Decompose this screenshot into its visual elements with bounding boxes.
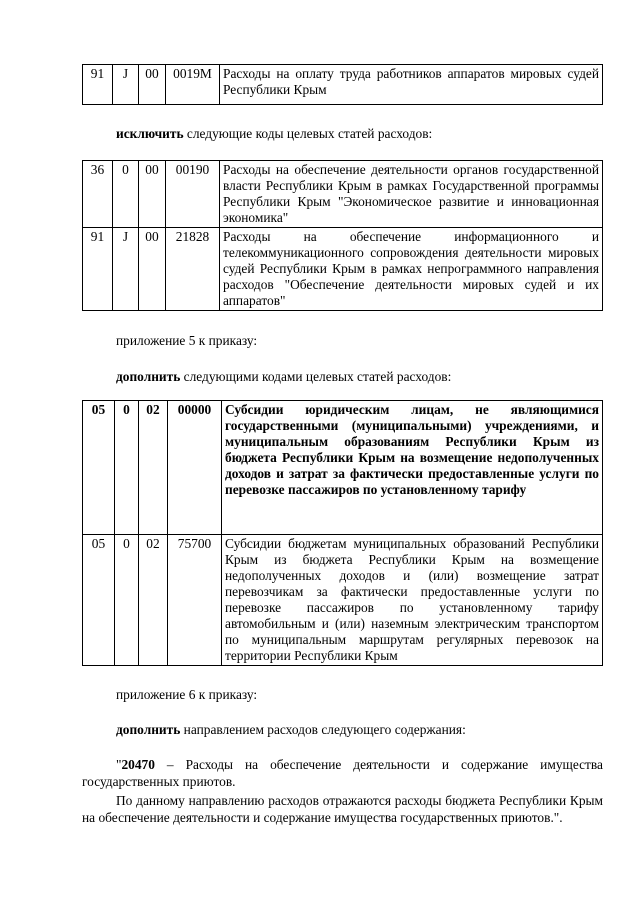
table-row (83, 401, 603, 535)
add-keyword: дополнить (116, 722, 181, 737)
exclude-keyword: исключить (116, 126, 184, 141)
row-description: Расходы на оплату труда работников аппаратов мировых судей Республики Крым (220, 65, 603, 105)
table-row (83, 228, 603, 311)
subprogram-code: 0 (115, 401, 139, 535)
exclude-text: следующие коды целевых статей расходов: (183, 126, 433, 141)
direction-code: 21828 (166, 228, 220, 311)
subprogram-code: J (113, 65, 139, 105)
target-codes-table-1 (82, 64, 603, 105)
subprogram-code: 0 (115, 535, 139, 666)
event-code: 02 (139, 401, 168, 535)
direction-code: 0019M (166, 65, 220, 105)
event-code: 00 (139, 65, 166, 105)
add-text: следующими кодами целевых статей расходов: (180, 369, 452, 384)
program-code: 05 (83, 401, 115, 535)
program-code: 91 (83, 228, 113, 311)
opening-quote: " (116, 757, 122, 772)
appendix-5-heading: приложение 5 к приказу: (116, 333, 258, 348)
row-description: Расходы на обеспечение деятельности органов государственной власти Республики Крым в рамках Государственной программы Республики Крым "Экономическое развитие и инновационная экономика" (220, 161, 603, 228)
event-code: 02 (139, 535, 168, 666)
program-code: 05 (83, 535, 115, 666)
exclude-heading (116, 125, 432, 142)
event-code: 00 (139, 161, 166, 228)
direction-explanation-paragraph: По данному направлению расходов отражаются расходы бюджета Республики Крым на обеспечение деятельности и содержание имущества государственных приютов.". (82, 793, 603, 825)
direction-code: 20470 (121, 757, 155, 772)
appendix-6-heading: приложение 6 к приказу: (116, 687, 258, 702)
subprogram-code: J (113, 228, 139, 311)
add-keyword: дополнить (116, 369, 181, 384)
direction-code: 00000 (168, 401, 222, 535)
direction-code: 00190 (166, 161, 220, 228)
event-code: 00 (139, 228, 166, 311)
table-row (83, 65, 603, 105)
table-row (83, 535, 603, 666)
add-codes-heading (116, 368, 451, 385)
direction-definition-paragraph (82, 756, 603, 790)
direction-code: 75700 (168, 535, 222, 666)
subprogram-code: 0 (113, 161, 139, 228)
program-code: 36 (83, 161, 113, 228)
row-description: Субсидии бюджетам муниципальных образований Республики Крым из бюджета Республики Крым на возмещение недополученных доходов и (или) возмещение затрат перевозчикам за фактически предоставленные услуги по перевозке пассажиров по установленному тарифу автомобильным и (или) наземным электрическим транспортом по муниципальным маршрутам регулярных перевозок на территории Республики Крым (222, 535, 603, 666)
target-codes-table-3 (82, 400, 603, 666)
target-codes-table-2 (82, 160, 603, 311)
program-code: 91 (83, 65, 113, 105)
direction-name: – Расходы на обеспечение деятельности и содержание имущества государственных приютов. (82, 757, 603, 789)
table-row (83, 161, 603, 228)
add-text: направлением расходов следующего содержания: (180, 722, 466, 737)
row-description: Субсидии юридическим лицам, не являющимися государственными (муниципальными) учреждениями, и муниципальным образованиям Республики Крым из бюджета Республики Крым на возмещение недополученных доходов и затрат за фактически предоставленные услуги по перевозке пассажиров по установленному тарифу (222, 401, 603, 535)
add-direction-heading (116, 721, 466, 738)
row-description: Расходы на обеспечение информационного и телекоммуникационного сопровождения деятельности мировых судей Республики Крым в рамках непрограммного направления расходов "Обеспечение деятельности мировых судей и их аппаратов" (220, 228, 603, 311)
